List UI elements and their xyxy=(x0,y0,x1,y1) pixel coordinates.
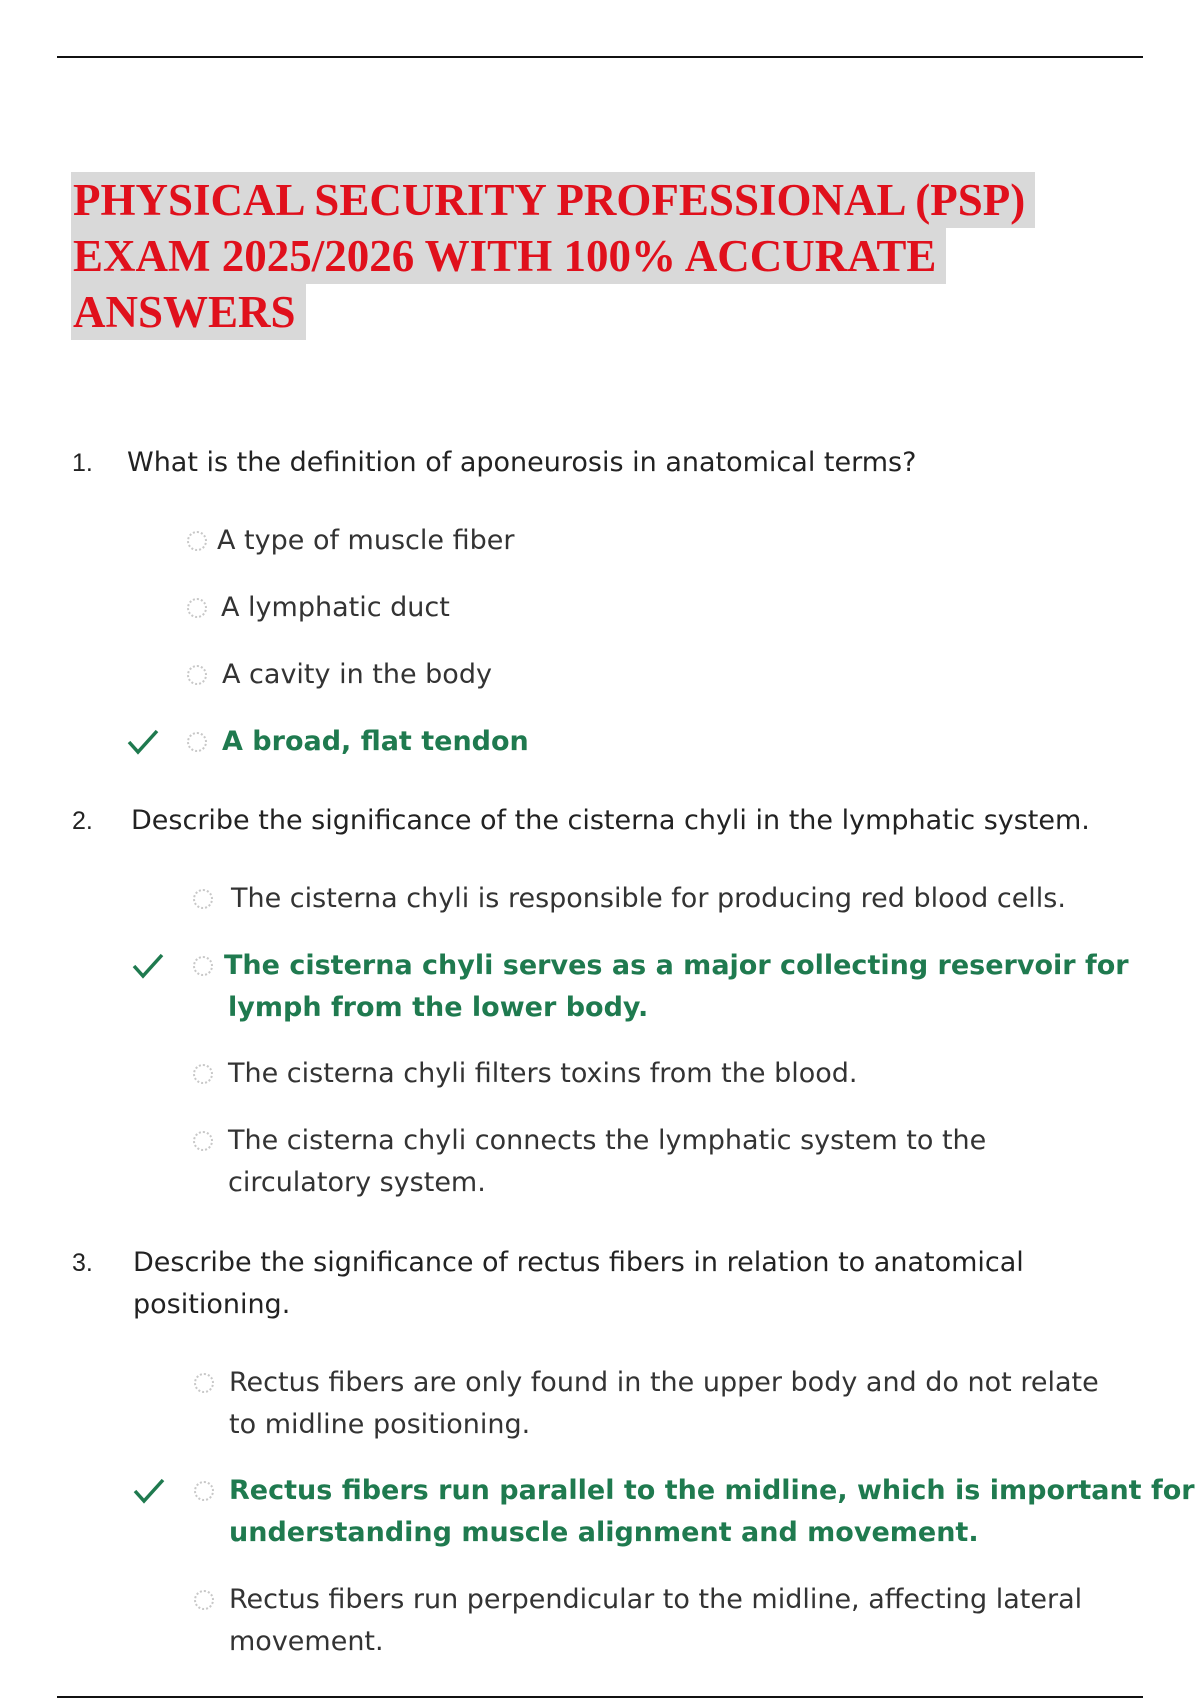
question-text: positioning. xyxy=(133,1289,291,1320)
radio-icon[interactable] xyxy=(194,1481,214,1501)
option-text: The cisterna chyli connects the lymphatic system to the xyxy=(228,1125,987,1156)
radio-icon[interactable] xyxy=(187,665,207,685)
option-text: The cisterna chyli is responsible for producing red blood cells. xyxy=(231,883,1066,914)
radio-icon[interactable] xyxy=(187,732,207,752)
option-text: Rectus fibers are only found in the upper body and do not relate xyxy=(229,1367,1099,1398)
top-rule xyxy=(57,56,1143,58)
option-text: Rectus fibers run perpendicular to the midline, affecting lateral xyxy=(229,1584,1083,1615)
checkmark-icon xyxy=(126,727,160,757)
question-number: 1. xyxy=(72,449,93,477)
radio-icon[interactable] xyxy=(193,1131,213,1151)
checkmark-icon xyxy=(132,1476,166,1506)
document-title xyxy=(71,172,1151,340)
option-text: A broad, flat tendon xyxy=(222,726,529,757)
option-text: to midline positioning. xyxy=(229,1409,531,1440)
title-line: EXAM 2025/2026 WITH 100% ACCURATE xyxy=(71,228,946,284)
radio-icon[interactable] xyxy=(187,531,207,551)
option-text: A lymphatic duct xyxy=(221,592,450,623)
option-text: The cisterna chyli serves as a major collecting reservoir for xyxy=(224,950,1129,981)
question-text: Describe the significance of rectus fibers in relation to anatomical xyxy=(133,1247,1024,1278)
radio-icon[interactable] xyxy=(194,1590,214,1610)
option-text: movement. xyxy=(229,1626,384,1657)
option-text: A cavity in the body xyxy=(222,659,492,690)
question-text: Describe the significance of the cisterna chyli in the lymphatic system. xyxy=(131,805,1090,836)
radio-icon[interactable] xyxy=(193,1064,213,1084)
option-text: lymph from the lower body. xyxy=(228,992,649,1023)
option-text: The cisterna chyli filters toxins from the blood. xyxy=(228,1058,858,1089)
question-number: 2. xyxy=(72,807,93,835)
question-text: What is the definition of aponeurosis in anatomical terms? xyxy=(127,447,917,478)
radio-icon[interactable] xyxy=(187,598,207,618)
option-text: circulatory system. xyxy=(228,1167,486,1198)
option-text: Rectus fibers run parallel to the midline, which is important for xyxy=(229,1475,1195,1506)
radio-icon[interactable] xyxy=(193,956,213,976)
question-number: 3. xyxy=(72,1249,93,1277)
title-line: ANSWERS xyxy=(71,284,306,340)
option-text: understanding muscle alignment and movement. xyxy=(229,1517,979,1548)
bottom-rule xyxy=(57,1696,1143,1698)
checkmark-icon xyxy=(131,951,165,981)
option-text: A type of muscle fiber xyxy=(217,525,515,556)
radio-icon[interactable] xyxy=(193,889,213,909)
radio-icon[interactable] xyxy=(194,1373,214,1393)
title-line: PHYSICAL SECURITY PROFESSIONAL (PSP) xyxy=(71,172,1035,228)
